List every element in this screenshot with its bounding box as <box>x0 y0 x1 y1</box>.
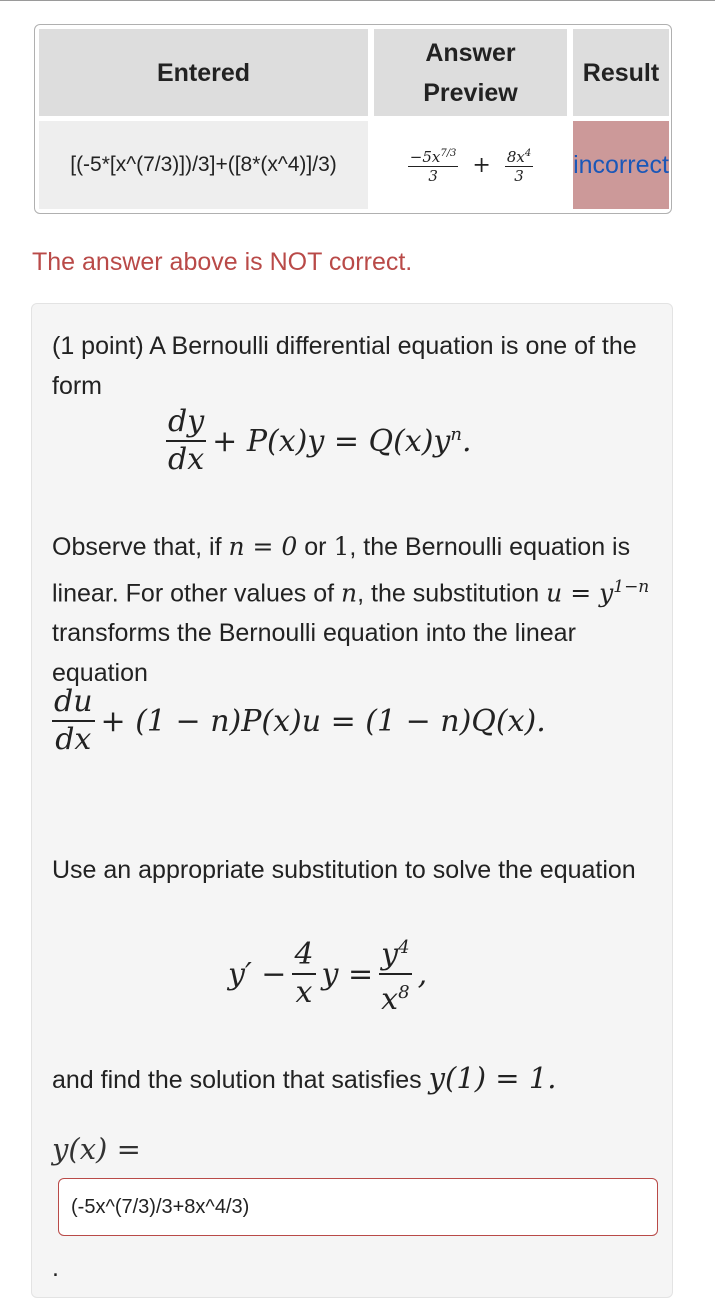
answer-label: y(x) = <box>52 1132 141 1166</box>
header-answer-preview: Answer Preview <box>374 29 567 116</box>
answer-input[interactable] <box>58 1178 658 1236</box>
trailing-period: . <box>52 1254 59 1282</box>
problem-box <box>31 303 673 1298</box>
feedback-message: The answer above is NOT correct. <box>32 248 413 276</box>
entered-answer-cell <box>39 121 368 209</box>
header-entered: Entered <box>39 29 368 116</box>
initial-condition-text: and find the solution that satisfies y(1) = 1. <box>52 1061 557 1095</box>
problem-intro: (1 point) A Bernoulli differential equation is one of the form <box>52 332 637 400</box>
result-status-cell <box>573 121 669 209</box>
linear-equation: du dx + (1 − n)P(x)u = (1 − n)Q(x). <box>54 684 546 757</box>
header-result: Result <box>573 29 669 116</box>
preview-fraction-2: $\frac{8x^4}{3}$ <box>506 148 532 185</box>
entered-answer-text: [(-5*[x^(7/3)])/3]+([8*(x^4)]/3) <box>70 153 337 176</box>
top-divider <box>0 0 715 1</box>
answer-preview-math: $\frac{-5x^{7/3}}{3}$ + $\frac{8x^4}{3}$ <box>408 145 534 185</box>
attempt-results-table <box>34 24 672 214</box>
answer-preview-cell <box>374 121 567 209</box>
preview-fraction-1: $\frac{-5x^{7/3}}{3}$ <box>409 148 457 185</box>
given-equation: y′ − 4 x y = $y^4$ $x^8$ , <box>228 937 428 1017</box>
result-status-text: incorrect <box>573 150 669 179</box>
use-substitution-text: Use an appropriate substitution to solve the equation <box>52 856 636 884</box>
bernoulli-equation: dy dx + $P(x)y = Q(x)y^n$. <box>168 404 472 477</box>
observe-paragraph: Observe that, if n = 0 or 1, the Bernoulli equation is linear. For other values of n, the substitution $u = y^{1-n}$ transforms the Bernoulli equation into the linear equation <box>52 532 650 688</box>
